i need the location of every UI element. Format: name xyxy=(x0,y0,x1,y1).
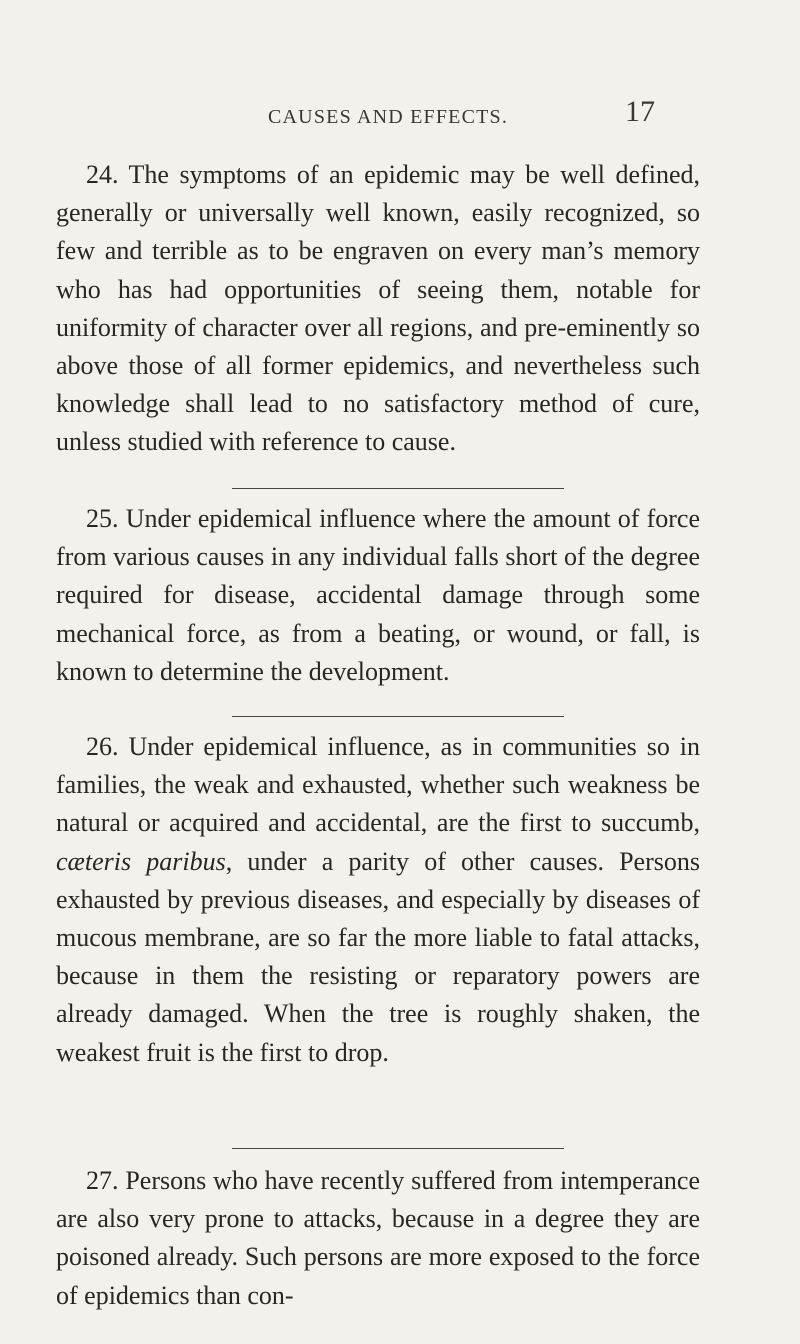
paragraph-24 xyxy=(56,156,700,462)
paragraph-text: The symptoms of an epidemic may be well defined, generally or universally well known, easily recognized, so few and terrible as to be engraven on every man’s memory who has had opportunities of seeing them, notable for uniformity of character over all regions, and pre-eminently so above those of all former epidemics, and nevertheless such knowledge shall lead to no satisfactory method of cure, unless studied with reference to cause. xyxy=(56,160,700,457)
latin-phrase: cæteris paribus xyxy=(56,846,226,876)
running-head: CAUSES AND EFFECTS. xyxy=(268,106,509,128)
section-divider xyxy=(232,716,564,717)
paragraph-number: 24. xyxy=(86,160,119,189)
section-divider xyxy=(232,1148,564,1149)
page-number: 17 xyxy=(625,95,655,128)
paragraph-number: 26. xyxy=(86,732,119,761)
paragraph-number: 25. xyxy=(86,504,119,533)
paragraph-text: Persons who have recently suffered from intemperance are also very prone to attacks, because in a degree they are poisoned already. Such persons are more exposed to the force of epidemics than con- xyxy=(56,1166,701,1310)
paragraph-text: Under epidemical influence where the amount of force from various causes in any individual falls short of the degree required for disease, accidental damage through some mechanical force, as from a beating, or wound, or fall, is known to determine the development. xyxy=(56,504,701,686)
paragraph-25 xyxy=(56,500,700,691)
section-divider xyxy=(232,488,564,489)
paragraph-27 xyxy=(56,1162,700,1315)
paragraph-number: 27. xyxy=(86,1166,119,1195)
paragraph-text: Under epidemical influence, as in communities so in families, the weak and exhausted, whether such weakness be natural or acquired and accidental, are the first to succumb, xyxy=(56,732,701,838)
paragraph-text-continued: , under a parity of other causes. Persons exhausted by previous diseases, and especially by diseases of mucous membrane, are so far the more liable to fatal attacks, because in them the resisting or reparatory powers are already damaged. When the tree is roughly shaken, the weakest fruit is the first to drop. xyxy=(56,846,700,1067)
paragraph-26 xyxy=(56,728,700,1072)
